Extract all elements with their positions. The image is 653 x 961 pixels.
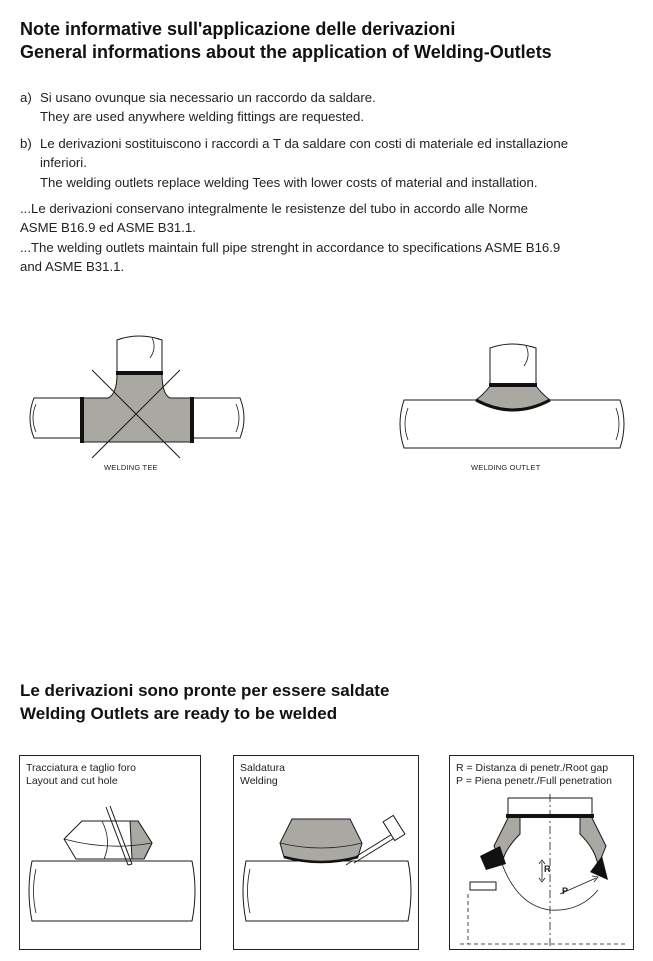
panel-welding: [233, 755, 419, 950]
panel-layout-caption: [26, 762, 136, 788]
mark-r: R: [544, 864, 551, 874]
note-b-italian-line1: Le derivazioni sostituiscono i raccordi a T da saldare con costi di materiale ed installazione: [40, 136, 569, 151]
section2-title-english: Welding Outlets are ready to be welded: [20, 704, 338, 723]
note-b-marker: b): [20, 136, 32, 151]
title-english: General informations about the application of Welding-Outlets: [20, 42, 552, 62]
note-c-english-line2: and ASME B31.1.: [20, 259, 125, 274]
panel-layout-caption-english: Layout and cut hole: [26, 775, 118, 787]
note-c-english-line1: ...The welding outlets maintain full pipe strenght in accordance to specifications ASME B16.9: [20, 240, 561, 255]
panel-layout-cut-hole: [19, 755, 201, 950]
panel-welding-caption-italian: Saldatura: [240, 762, 285, 774]
mark-p: P: [562, 886, 569, 896]
note-c-italian-line2: ASME B16.9 ed ASME B31.1.: [20, 220, 196, 235]
title-italian: Note informative sull'applicazione delle derivazioni: [20, 19, 456, 39]
panel-layout-caption-italian: Tracciatura e taglio foro: [26, 762, 136, 774]
note-b-english: The welding outlets replace welding Tees with lower costs of material and installation.: [40, 175, 538, 190]
legend-full-penetration: P = Piena penetr./Full penetration: [456, 775, 612, 787]
note-a-marker: a): [20, 90, 32, 105]
panel-root-gap: [449, 755, 634, 950]
note-b-italian-line2: inferiori.: [40, 155, 87, 170]
welding-outlet-figure: [394, 338, 630, 458]
note-c-italian-line1: ...Le derivazioni conservano integralmente le resistenze del tubo in accordo alle Norme: [20, 201, 528, 216]
panel-welding-caption-english: Welding: [240, 775, 278, 787]
welding-tee-label: WELDING TEE: [104, 463, 158, 472]
legend-root-gap: R = Distanza di penetr./Root gap: [456, 762, 609, 774]
panel-root-gap-legend: [456, 762, 612, 788]
layout-cut-hole-illustration: [20, 801, 200, 946]
welding-illustration: [234, 801, 418, 946]
root-gap-illustration: [450, 794, 633, 949]
note-a-english: They are used anywhere welding fittings are requested.: [40, 109, 365, 124]
welding-outlet-label: WELDING OUTLET: [471, 463, 541, 472]
panel-welding-caption: [240, 762, 285, 788]
note-a-italian: Si usano ovunque sia necessario un raccordo da saldare.: [40, 90, 376, 105]
section2-title-italian: Le derivazioni sono pronte per essere saldate: [20, 681, 390, 700]
welding-tee-figure: [22, 330, 252, 460]
